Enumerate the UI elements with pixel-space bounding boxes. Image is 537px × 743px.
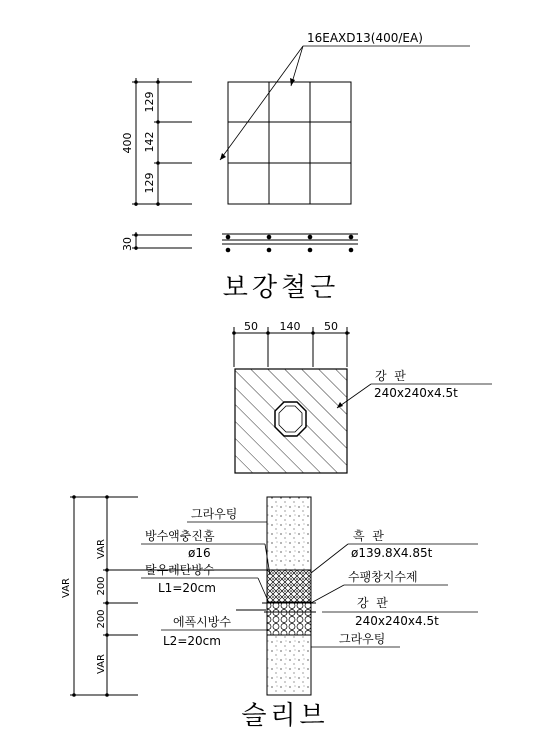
label-urethane-len: L1=20cm <box>158 581 216 595</box>
sleeve-hole <box>275 402 306 436</box>
leader-arrow-2 <box>220 153 226 160</box>
rebar-callout: 16EAXD13(400/EA) <box>307 31 423 45</box>
plate-label-size: 240x240x4.5t <box>374 386 458 400</box>
steel-plate <box>232 320 492 473</box>
plate-dim-mid-140: 140 <box>279 320 301 333</box>
section-dim-total: VAR <box>61 578 72 598</box>
dim-total-400: 400 <box>121 132 134 154</box>
label-urethane-name: 탈우레탄방수 <box>145 563 215 577</box>
label-pipe-name: 흑 관 <box>353 529 384 543</box>
slab-upper <box>267 497 311 570</box>
section-dim-lower: VAR <box>96 654 107 674</box>
label-filler-size: ø16 <box>188 546 211 560</box>
label-plate-name: 강 판 <box>357 596 388 610</box>
plate-dim-right-50: 50 <box>324 320 338 333</box>
plate-label-name: 강 판 <box>375 369 406 383</box>
sleeve-title: 슬리브 <box>241 701 329 731</box>
rebar-grid <box>228 82 351 204</box>
label-pipe-size: ø139.8X4.85t <box>351 546 433 560</box>
slab-lower <box>267 635 311 695</box>
dim-top-129: 129 <box>143 91 156 113</box>
waterproof-filler <box>267 570 311 602</box>
dim-thickness-30: 30 <box>121 237 134 251</box>
rebar-plan <box>121 31 470 303</box>
epoxy-seal <box>267 602 311 635</box>
label-grout-top: 그라우팅 <box>191 507 238 521</box>
label-filler-name: 방수액충진홈 <box>145 529 215 543</box>
rebar-dimensions <box>132 78 192 206</box>
label-plate-size: 240x240x4.5t <box>355 614 439 628</box>
dim-mid-142: 142 <box>143 131 156 153</box>
label-swelling: 수팽창지수제 <box>348 570 418 584</box>
rebar-elevation <box>132 232 358 252</box>
label-grout-bottom: 그라우팅 <box>339 632 386 646</box>
section-dim-200a: 200 <box>96 576 107 596</box>
rebar-title: 보강철근 <box>222 273 340 303</box>
sleeve-section <box>61 495 478 731</box>
section-dim-upper: VAR <box>96 539 107 559</box>
label-epoxy-len: L2=20cm <box>163 634 221 648</box>
label-epoxy-name: 에폭시방수 <box>173 615 231 629</box>
callout-leader-2 <box>220 46 303 160</box>
section-dim-200b: 200 <box>96 609 107 629</box>
dim-bot-129: 129 <box>143 172 156 194</box>
plate-dim-left-50: 50 <box>244 320 258 333</box>
plate-dimensions <box>232 327 350 367</box>
